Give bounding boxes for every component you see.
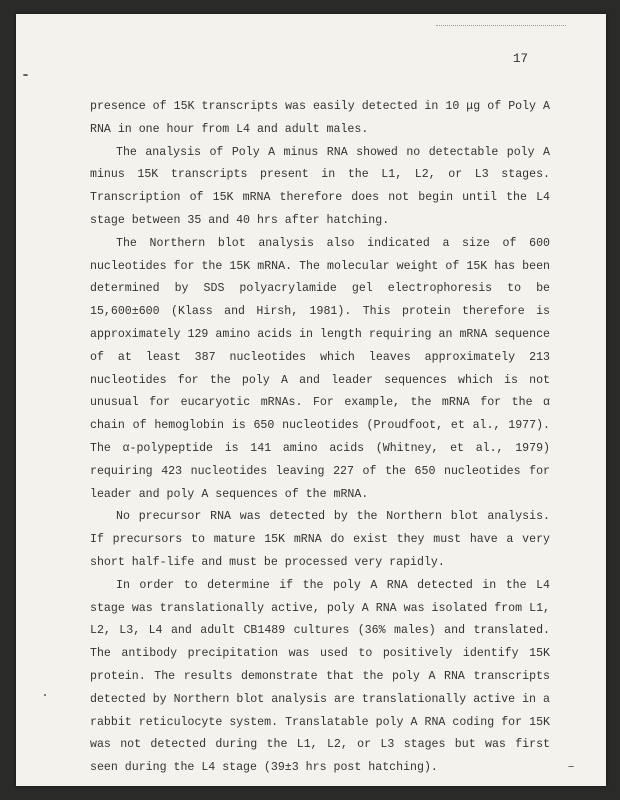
document-page: [16, 14, 606, 786]
paragraph: The analysis of Poly A minus RNA showed no detectable poly A minus 15K transcripts present in the L1, L2, or L3 stages. Transcription of 15K mRNA therefore does not begin until the L4 stage between 35 and 40 hrs after hatching.: [90, 145, 550, 227]
body-text: [90, 96, 550, 780]
paragraph: presence of 15K transcripts was easily detected in 10 μg of Poly A RNA in one hour from L4 and adult males.: [90, 100, 550, 136]
scan-speck: [568, 766, 574, 767]
paragraph: In order to determine if the poly A RNA detected in the L4 stage was translationally active, poly A RNA was isolated from L1, L2, L3, L4 and adult CB1489 cultures (36% males) and translated. The antibody precipitation was used to positively identify 15K protein. The results demonstrate that the poly A RNA transcripts detected by Northern blot analysis are translationally active in a rabbit reticulocyte system. Translatable poly A RNA coding for 15K was not detected during the L1, L2, or L3 stages but was first seen during the L4 stage (39±3 hrs post hatching).: [90, 578, 550, 775]
paragraph: No precursor RNA was detected by the Northern blot analysis. If precursors to mature 15K mRNA do exist they must have a very short half-life and must be processed very rapidly.: [90, 510, 550, 569]
scan-mark: [436, 25, 566, 27]
paragraph: The Northern blot analysis also indicated a size of 600 nucleotides for the 15K mRNA. The molecular weight of 15K has been determined by SDS polyacrylamide gel electrophoresis to be 15,600±600 (Klass and Hirsh, 1981). This protein therefore is approximately 129 amino acids in length requiring an mRNA sequence of at least 387 nucleotides which leaves approximately 213 nucleotides for the poly A and leader sequences which is not unusual for eucaryotic mRNAs. For example, the mRNA for the α chain of hemoglobin is 650 nucleotides (Proudfoot, et al., 1977). The α-polypeptide is 141 amino acids (Whitney, et al., 1979) requiring 423 nucleotides leaving 227 of the 650 nucleotides for leader and poly A sequences of the mRNA.: [90, 236, 550, 501]
page-number: 17: [512, 52, 528, 66]
scan-speck: [44, 694, 46, 696]
scan-speck: [23, 74, 28, 76]
